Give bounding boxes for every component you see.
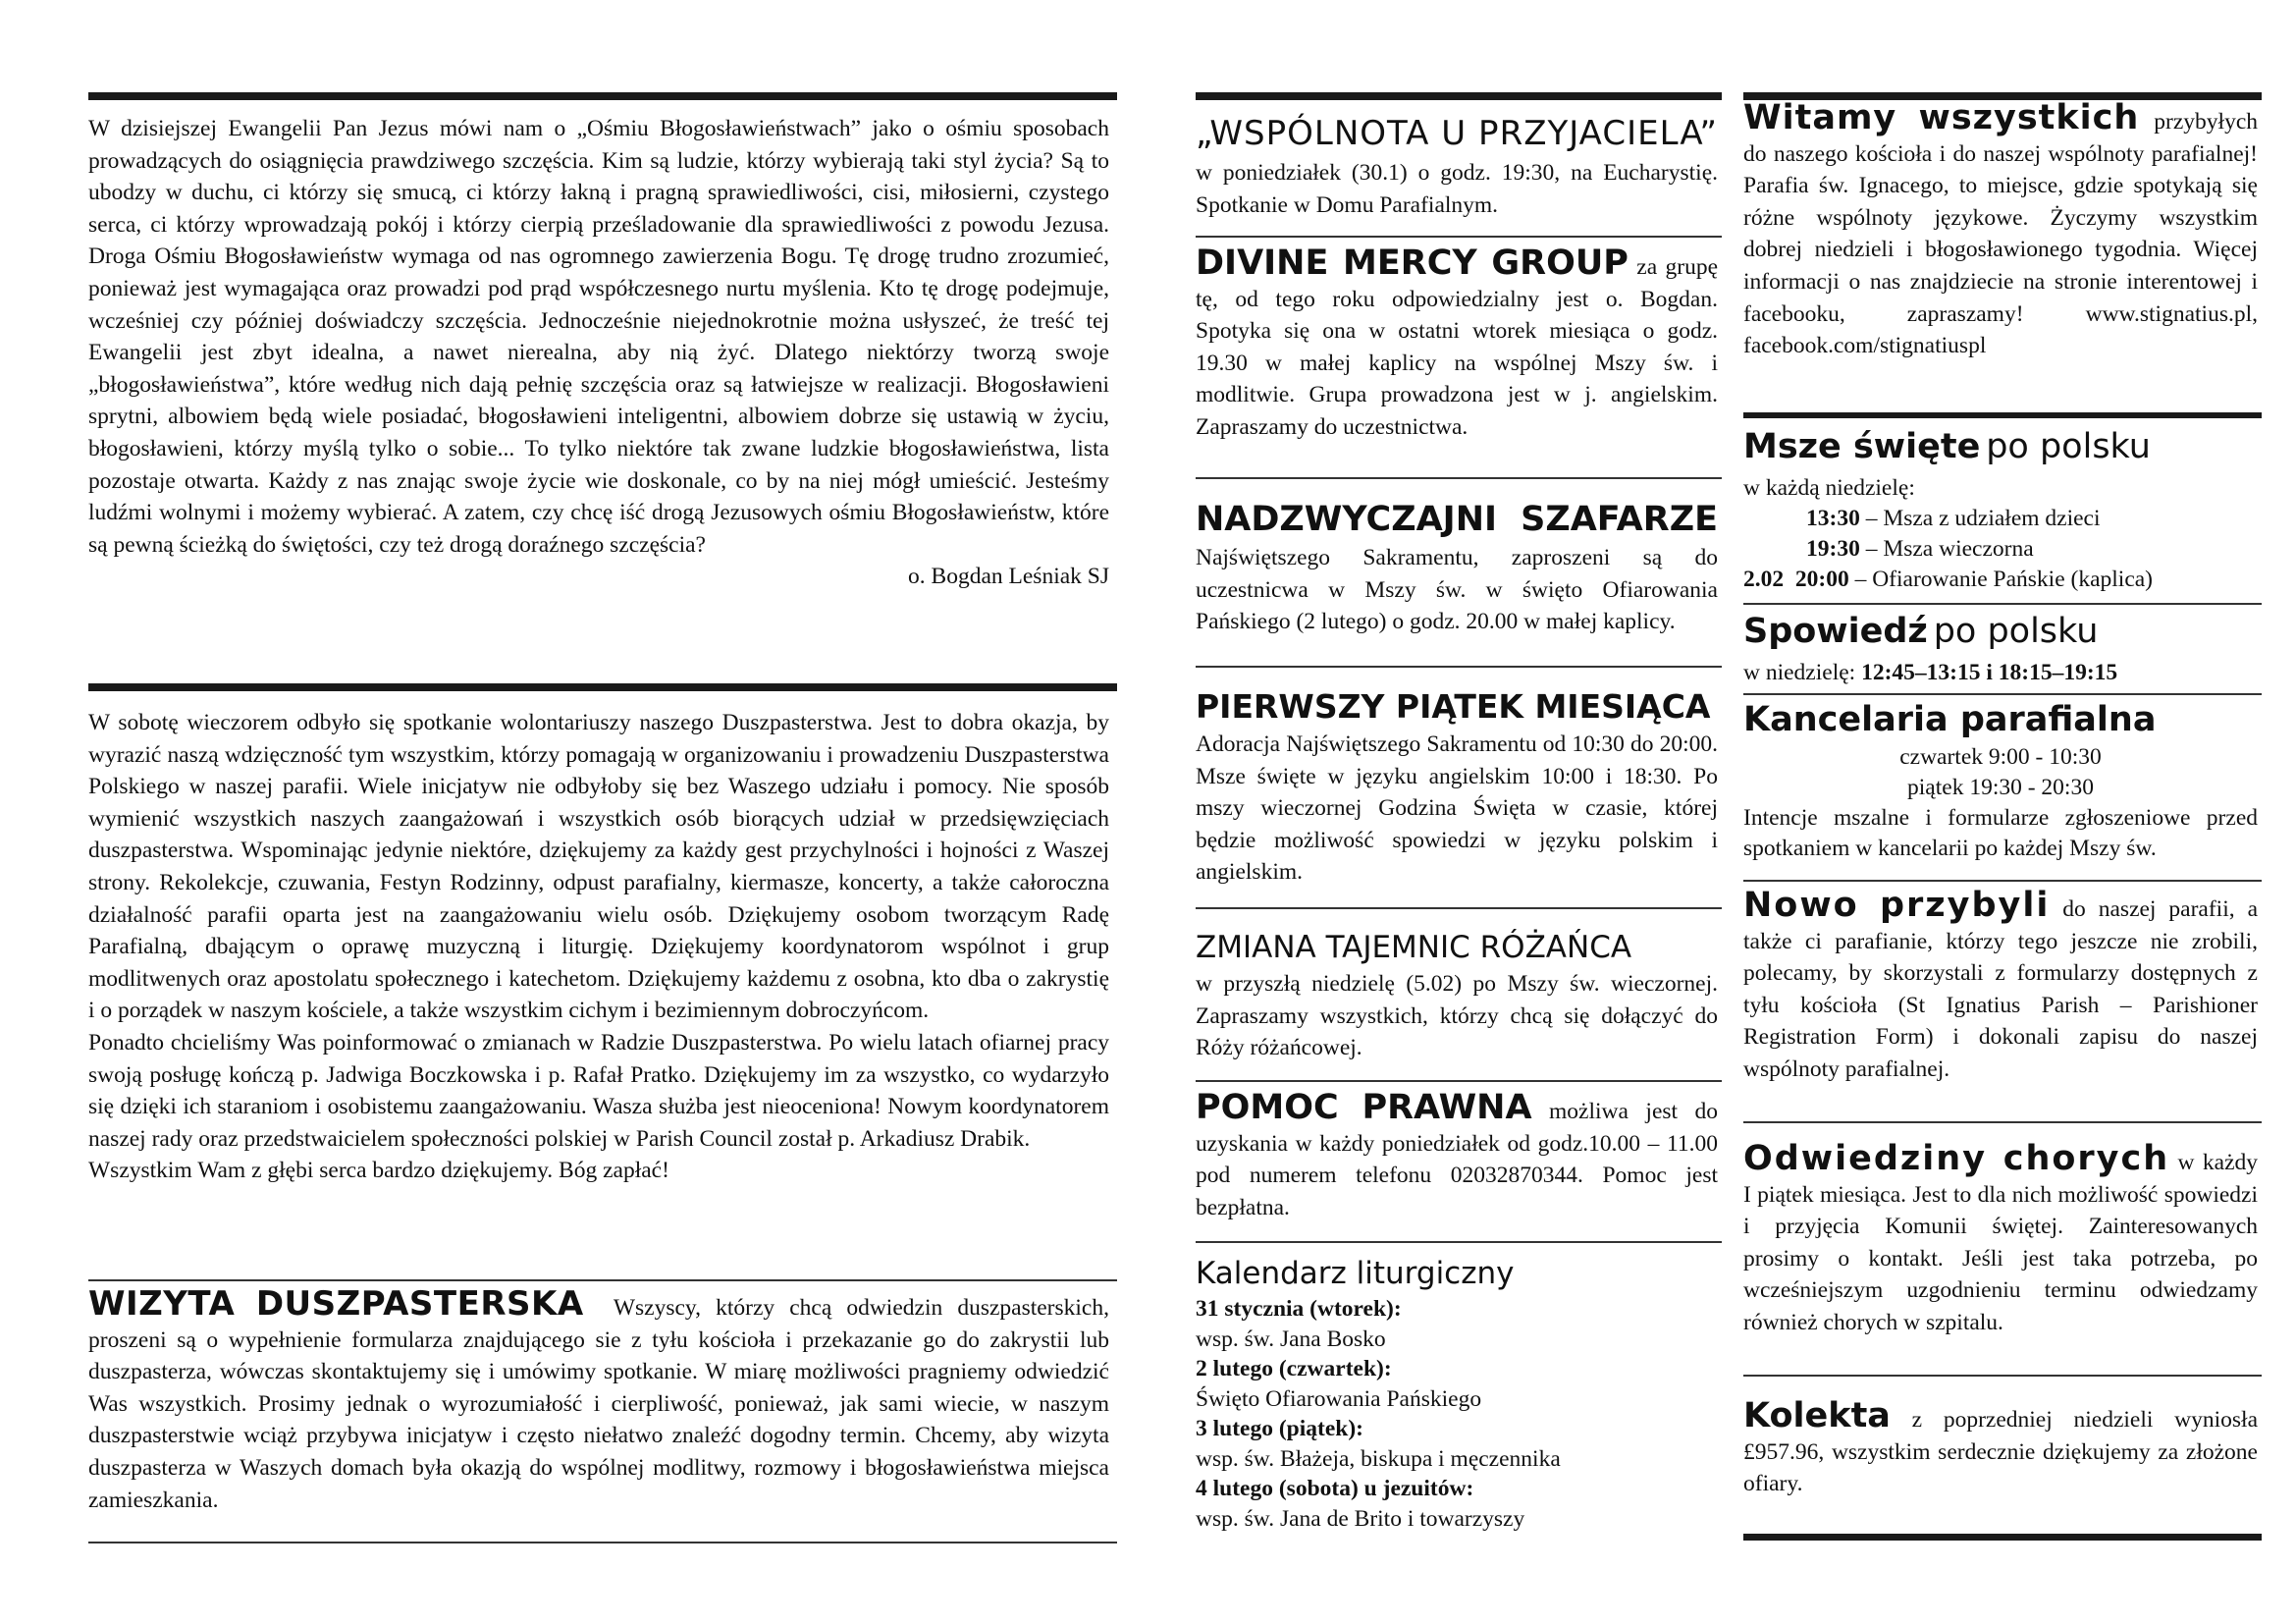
visit-heading: WIZYTA DUSZPASTERSKA xyxy=(88,1284,584,1324)
witamy-block xyxy=(1743,98,2258,362)
kalendarz-desc: wsp. św. Jana de Brito i towarzyszy xyxy=(1196,1505,1525,1532)
kancelaria-text: Intencje mszalne i formularze zgłoszeniowe przed spotkaniem w kancelarii po każdej Mszy św. xyxy=(1743,805,2258,861)
wspolnota-heading: „WSPÓLNOTA U PRZYJACIELA” xyxy=(1196,114,1718,153)
piatek-heading: PIERWSZY PIĄTEK MIESIĄCA xyxy=(1196,687,1711,726)
wspolnota-text: w poniedziałek (30.1) o godz. 19:30, na Eucharystię. Spotkanie w Domu Parafialnym. xyxy=(1196,160,1718,218)
divine-text: za grupę tę, od tego roku odpowiedzialny jest o. Bogdan. Spotyka się ona w ostatni wtorek miesiąca o godz. 19.30 w małej kaplicy na wspólnej Mszy św. i modlitwie. Grupa prowadzona jest w j. angielskim. Zapraszamy do uczestnictwa. xyxy=(1196,254,1719,440)
kalendarz-date: 4 lutego (sobota) u jezuitów: xyxy=(1196,1476,1474,1501)
chorzy-block xyxy=(1743,1139,2258,1339)
rozaniec-heading: ZMIANA TAJEMNIC RÓŻAŃCA xyxy=(1196,930,1632,965)
kalendarz-entry xyxy=(1196,1414,1718,1474)
thanks-paragraph-3: Wszystkim Wam z głębi serca bardzo dziękujemy. Bóg zapłać! xyxy=(88,1158,669,1184)
wspolnota-block xyxy=(1196,110,1718,221)
prawna-block xyxy=(1196,1088,1719,1223)
kalendarz-block xyxy=(1196,1253,1718,1534)
right-rule-1 xyxy=(1743,412,2262,418)
divine-heading: DIVINE MERCY GROUP xyxy=(1196,244,1629,283)
rozaniec-text: w przyszłą niedzielę (5.02) po Mszy św. wieczornej. Zapraszamy wszystkich, którzy chcą się dołączyć do Róży różańcowej. xyxy=(1196,971,1718,1061)
kalendarz-heading: Kalendarz liturgiczny xyxy=(1196,1256,1515,1291)
msze-heading-light: po polsku xyxy=(1986,427,2151,466)
thanks-paragraph-1: W sobotę wieczorem odbyło się spotkanie wolontariuszy naszego Duszpasterstwa. Jest to dobra okazja, by wyrazić naszą wdzięczność tym wszystkim, którzy pomagają w organizowaniu i prowadzeniu Duszpasterstwa Polskiego w naszej parafii. Wiele inicjatyw nie odbyłoby się bez Waszego udziału i pomocy. Nie sposób wymienić wszystkich naszych zaangażowań i wszystkich osób biorących udział w przedsięwzięciach duszpasterstwa. Wspominając jedynie niektóre, dziękujemy za każdy gest przychylności i hojności z Waszej strony. Rekolekcje, czuwania, Festyn Rodzinny, odpust parafialny, kiermasze, koncerty, a także całoroczna działalność parafii oparta jest na zaangażowaniu wielu osób. Dziękujemy osobom tworzącym Radę Parafialną, dbającym o oprawę muzyczną i liturgię. Dziękujemy koordynatorom wspólnot i grup modlitwenych oraz apostolatu społecznego i katechetom. Dziękujemy każdemu z osobna, kto dba o zakrystię i o porządek w naszym kościele, a także wszystkim cichym i bezimiennym dobroczyńcom. xyxy=(88,710,1109,1024)
right-rule-2 xyxy=(1743,603,2262,605)
piatek-text: Adoracja Najświętszego Sakramentu od 10:30 do 20:00. Msze święte w języku angielskim 10:00 i 18:30. Po mszy wieczornej Godzina Święta w czasie, której będzie możliwość spowiedzi w języku polskim i angielskim. xyxy=(1196,731,1718,886)
visit-top-rule xyxy=(88,1279,1117,1281)
middle-top-rule xyxy=(1196,92,1722,100)
editorial-signature: o. Bogdan Leśniak SJ xyxy=(908,564,1109,590)
middle-rule-2 xyxy=(1196,477,1722,479)
kalendarz-desc: wsp. św. Jana Bosko xyxy=(1196,1326,1386,1352)
msze-heading-bold: Msze święte xyxy=(1743,427,1981,466)
kalendarz-date: 2 lutego (czwartek): xyxy=(1196,1356,1392,1381)
msze-desc: – Msza z udziałem dzieci xyxy=(1859,506,2101,531)
visit-block xyxy=(88,1284,1109,1516)
kalendarz-date: 31 stycznia (wtorek): xyxy=(1196,1296,1402,1322)
kancelaria-block xyxy=(1743,697,2258,864)
right-rule-5 xyxy=(1743,1121,2262,1123)
middle-rule-4 xyxy=(1196,907,1722,909)
right-rule-3 xyxy=(1743,693,2262,695)
kolekta-block xyxy=(1743,1396,2259,1500)
kolekta-text: z poprzedniej niedzieli wyniosła £957.96, wszystkim serdecznie dziękujemy za złożone ofiary. xyxy=(1743,1407,2259,1497)
msze-time: 13:30 xyxy=(1806,506,1860,531)
nowo-heading: Nowo przybyli xyxy=(1743,886,2051,925)
spowiedz-heading-bold: Spowiedź xyxy=(1743,612,1928,651)
nowo-text: do naszej parafii, a także ci parafianie, którzy tego jeszcze nie zrobili, polecamy, by skorzystali z formularzy dostępnych z tyłu kościoła (St Ignatius Parish – Parishioner Registration Form) i dokonali zapisu do naszej wspólnoty parafialnej. xyxy=(1743,896,2258,1082)
kalendarz-entry xyxy=(1196,1294,1718,1354)
left-mid-rule xyxy=(88,683,1117,691)
kancelaria-hours-1: czwartek 9:00 - 10:30 xyxy=(1899,744,2102,770)
right-rule-4 xyxy=(1743,880,2262,882)
kalendarz-entry xyxy=(1196,1474,1718,1534)
rozaniec-block xyxy=(1196,927,1718,1064)
msze-special-desc: – Ofiarowanie Pańskie (kaplica) xyxy=(1848,567,2154,592)
right-bottom-rule xyxy=(1743,1534,2262,1541)
middle-rule-1 xyxy=(1196,236,1722,238)
editorial-block xyxy=(88,113,1109,593)
spowiedz-block xyxy=(1743,609,2258,688)
szafarze-block xyxy=(1196,497,1718,638)
middle-rule-5 xyxy=(1196,1080,1722,1082)
szafarze-heading: NADZWYCZAJNI SZAFARZE xyxy=(1196,500,1718,539)
kancelaria-hours-2: piątek 19:30 - 20:30 xyxy=(1907,775,2094,800)
witamy-text: przybyłych do naszego kościoła i do naszej wspólnoty parafialnej! Parafia św. Ignacego, to miejsce, gdzie spotykają się różne wspólnoty językowe. Życzymy wszystkim dobrej niedzieli i błogosławionego tygodnia. Więcej informacji o nas znajdziecie na stronie interentowej i facebooku, zapraszamy! www.stignatius.pl, facebook.com/stignatiuspl xyxy=(1743,109,2258,359)
visit-text: Wszyscy, którzy chcą odwiedzin duszpasterskich, proszeni są o wypełnienie formularza znajdującego sie z tyłu kościoła i przekazanie go do zakrystii lub duszpasterza, wówczas skontaktujemy się i umówimy spotkanie. W miarę możliwości pragniemy odwiedzić Was wszystkich. Prosimy jednak o wyrozumiałość i cierpliwość, ponieważ, jak sami wiecie, w naszym duszpasterstwie wciąż przybywa inicjatyw i często niełatwo znaleźć dogodny termin. Chcemy, aby wizyta duszpasterza w Waszych domach była okazją do wspólnej modlitwy, rozmowy i błogosławieństwa miejsca zamieszkania. xyxy=(88,1295,1109,1513)
kalendarz-desc: Święto Ofiarowania Pańskiego xyxy=(1196,1385,1482,1412)
msze-special xyxy=(1743,565,2258,595)
msze-row xyxy=(1743,534,2258,565)
right-rule-6 xyxy=(1743,1375,2262,1377)
editorial-text: W dzisiejszej Ewangelii Pan Jezus mówi nam o „Ośmiu Błogosławieństwach” jako o ośmiu sposobach prowadzących do osiągnięcia prawdziwego szczęścia. Kim są ludzie, którzy wybierają taki styl życia? Są to ubodzy w duchu, ci którzy się smucą, ci którzy łakną i pragną sprawiedliwości, cisi, miłosierni, czystego serca, ci którzy wprowadzają pokój i którzy cierpią prześladowanie dla sprawiedliwości z powodu Jezusa. Droga Ośmiu Błogosławieństw wymaga od nas ogromnego zawierzenia Bogu. Tę drogę trudno zrozumieć, ponieważ jest wymagająca oraz prowadzi pod prąd współczesnego nurtu myślenia. Kto tę drogę podejmuje, wcześniej czy później doświadczy szczęścia. Jednocześnie niejednokrotnie można usłyszeć, że treść tej Ewangelii jest zbyt idealna, a nawet nierealna, aby nią żyć. Dlatego niektórzy tworzą swoje „błogosławieństwa”, które według nich dają pełnię szczęścia oraz są łatwiejsze w realizacji. Błogosławieni sprytni, albowiem będą wiele posiadać, błogosławieni inteligentni, albowiem dobrze się ustawią w życiu, błogosławieni, którzy myślą tylko o sobie... To tylko niektóre tak zwane ludzkie błogosławieństwa, lista pozostaje otwarta. Każdy z nas znając swoje życie wie doskonale, co by na niej mógł umieścić. Jesteśmy ludźmi wolnymi i możemy wybierać. A zatem, czy chcę iść drogą Jezusowych ośmiu Błogosławieństw, które są pewną ścieżką do świętości, czy też drogą doraźnego szczęścia? xyxy=(88,116,1109,558)
prawna-text: możliwa jest do uzyskania w każdy poniedziałek od godz.10.00 – 11.00 pod numerem telefonu 02032870344. Pomoc jest bezpłatna. xyxy=(1196,1099,1719,1220)
spowiedz-times: 12:45–13:15 i 18:15–19:15 xyxy=(1861,660,2118,685)
kancelaria-heading: Kancelaria parafialna xyxy=(1743,700,2157,739)
kalendarz-desc: wsp. św. Błażeja, biskupa i męczennika xyxy=(1196,1445,1561,1472)
msze-desc: – Msza wieczorna xyxy=(1859,536,2034,562)
msze-intro: w każdą niedzielę: xyxy=(1743,475,1915,501)
nowo-block xyxy=(1743,886,2258,1086)
thanks-paragraph-2: Ponadto chcieliśmy Was poinformować o zmianach w Radzie Duszpasterstwa. Po wielu latach ofiarnej pracy swoją posługę kończą p. Jadwiga Boczkowska i p. Rafał Pratko. Dziękujemy im za wszystko, co wydarzyło się dzięki ich staraniom i osobistemu zaangażowaniu. Wasza służba jest nieoceniona! Nowym koordynatorem naszej rady oraz przedstwaicielem społeczności polskiej w Parish Council został p. Arkadiusz Drabik. xyxy=(88,1029,1109,1152)
msze-row xyxy=(1743,504,2258,534)
divine-block xyxy=(1196,244,1719,444)
spowiedz-prefix: w niedzielę: xyxy=(1743,660,1862,685)
msze-special-date: 2.02 20:00 xyxy=(1743,567,1849,592)
chorzy-heading: Odwiedziny chorych xyxy=(1743,1139,2170,1178)
chorzy-text: w każdy I piątek miesiąca. Jest to dla nich możliwość spowiedzi i przyjęcia Komunii świętej. Zainteresowanych prosimy o kontakt. Jeśli jest taka potrzeba, po wcześniejszym uzgodnieniu terminu odwiedzamy również chorych w szpitalu. xyxy=(1743,1150,2258,1335)
msze-time: 19:30 xyxy=(1806,536,1860,562)
middle-rule-3 xyxy=(1196,666,1722,668)
spowiedz-heading-light: po polsku xyxy=(1933,612,2099,651)
szafarze-text: Najświętszego Sakramentu, zaproszeni są do uczestnicwa w Mszy św. w święto Ofiarowania Pańskiego (2 lutego) o godz. 20.00 w małej kaplicy. xyxy=(1196,545,1718,635)
witamy-heading: Witamy wszystkich xyxy=(1743,98,2140,137)
left-top-rule xyxy=(88,92,1117,100)
visit-bottom-rule xyxy=(88,1542,1117,1543)
thanks-block xyxy=(88,707,1109,1187)
prawna-heading: POMOC PRAWNA xyxy=(1196,1088,1532,1127)
msze-block xyxy=(1743,424,2258,595)
piatek-block xyxy=(1196,685,1718,889)
kalendarz-entry xyxy=(1196,1354,1718,1414)
middle-rule-6 xyxy=(1196,1241,1722,1243)
kolekta-heading: Kolekta xyxy=(1743,1396,1891,1435)
kalendarz-date: 3 lutego (piątek): xyxy=(1196,1416,1364,1441)
